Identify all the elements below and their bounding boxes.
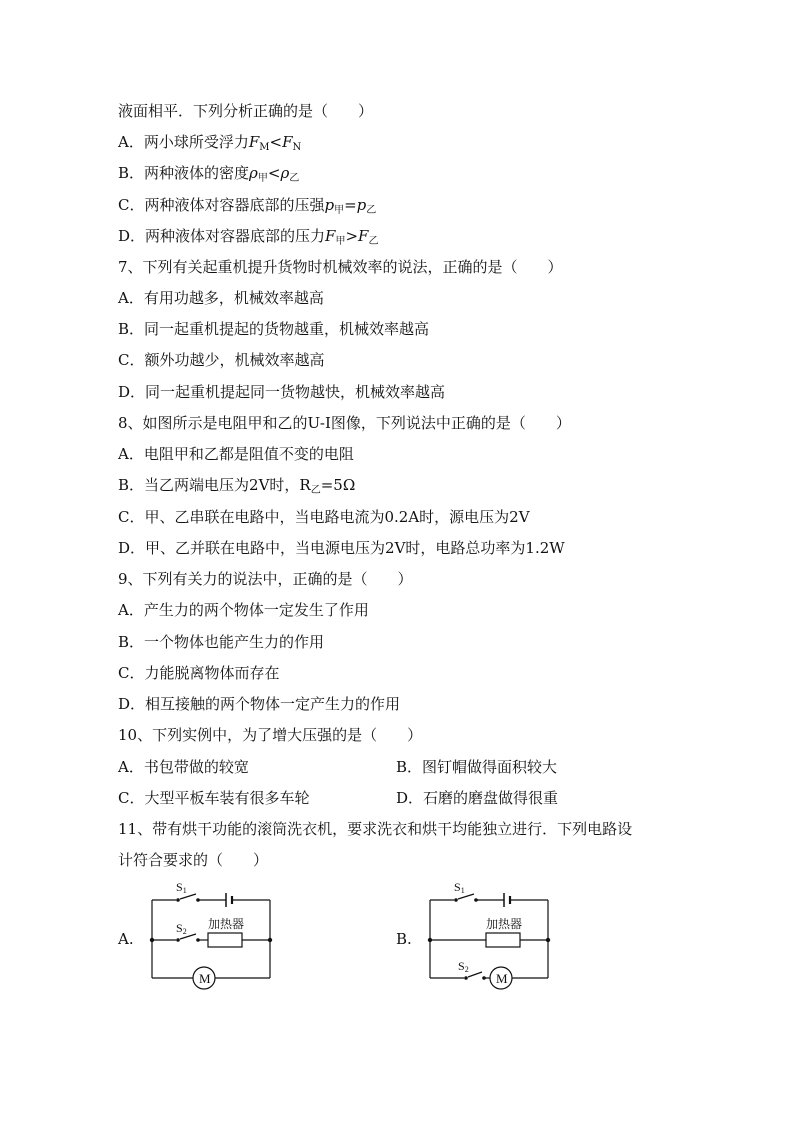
q7-stem: 7、下列有关起重机提升货物时机械效率的说法，正确的是（ ）	[118, 258, 563, 276]
switch-s2-label: S2	[458, 959, 469, 974]
q6-option-a: A．两小球所受浮力$F_M<F_N$	[118, 133, 302, 153]
motor-label: M	[496, 971, 508, 986]
q6-option-b: B．两种液体的密度$\rho_甲<\rho_乙$	[118, 164, 300, 184]
q10-option-c: C．大型平板车装有很多车轮	[118, 789, 310, 807]
q10-option-a: A．书包带做的较宽	[118, 758, 249, 776]
switch-s2-label: S2	[176, 921, 187, 936]
circuit-a-diagram	[140, 880, 285, 995]
q10-option-d: D．石磨的磨盘做得很重	[396, 789, 559, 807]
q6-stem-end: 液面相平．下列分析正确的是（ ）	[118, 102, 374, 120]
heater-label: 加热器	[208, 917, 245, 931]
q10-stem: 10、下列实例中，为了增大压强的是（ ）	[118, 726, 423, 744]
q8-option-a: A．电阻甲和乙都是阻值不变的电阻	[118, 445, 354, 463]
q7-option-d: D．同一起重机提起同一货物越快，机械效率越高	[118, 383, 446, 401]
q9-option-a: A．产生力的两个物体一定发生了作用	[118, 601, 369, 619]
switch-s1-label: S1	[176, 880, 187, 895]
q11-stem-line1: 11、带有烘干功能的滚筒洗衣机，要求洗衣和烘干均能独立进行．下列电路设	[118, 820, 633, 838]
q9-option-d: D．相互接触的两个物体一定产生力的作用	[118, 695, 401, 713]
q8-option-c: C．甲、乙串联在电路中，当电路电流为0.2A时，源电压为2V	[118, 508, 530, 526]
q7-option-a: A．有用功越多，机械效率越高	[118, 289, 324, 307]
circuit-a-label: A.	[118, 930, 134, 948]
switch-s1-label: S1	[454, 880, 465, 895]
circuit-b-label: B.	[396, 930, 412, 948]
q6-option-d: D．两种液体对容器底部的压力$F_甲>F_乙$	[118, 227, 379, 247]
q8-option-b: B．当乙两端电压为2V时，$R_乙=5\Omega$	[118, 476, 356, 496]
circuit-b-diagram	[418, 880, 563, 995]
q9-stem: 9、下列有关力的说法中，正确的是（ ）	[118, 570, 413, 588]
q11-stem-line2: 计符合要求的（ ）	[118, 851, 269, 869]
q10-option-b: B．图钉帽做得面积较大	[396, 758, 558, 776]
q8-option-d: D．甲、乙并联在电路中，当电源电压为2V时，电路总功率为1.2W	[118, 539, 565, 557]
q9-option-c: C．力能脱离物体而存在	[118, 664, 280, 682]
q6-option-c: C．两种液体对容器底部的压强$p_甲=p_乙$	[118, 196, 377, 216]
heater-label: 加热器	[486, 917, 523, 931]
q9-option-b: B．一个物体也能产生力的作用	[118, 633, 325, 651]
q7-option-c: C．额外功越少，机械效率越高	[118, 351, 325, 369]
motor-label: M	[199, 971, 211, 986]
q7-option-b: B．同一起重机提起的货物越重，机械效率越高	[118, 320, 430, 338]
q8-stem: 8、如图所示是电阻甲和乙的U-I图像，下列说法中正确的是（ ）	[118, 414, 571, 432]
